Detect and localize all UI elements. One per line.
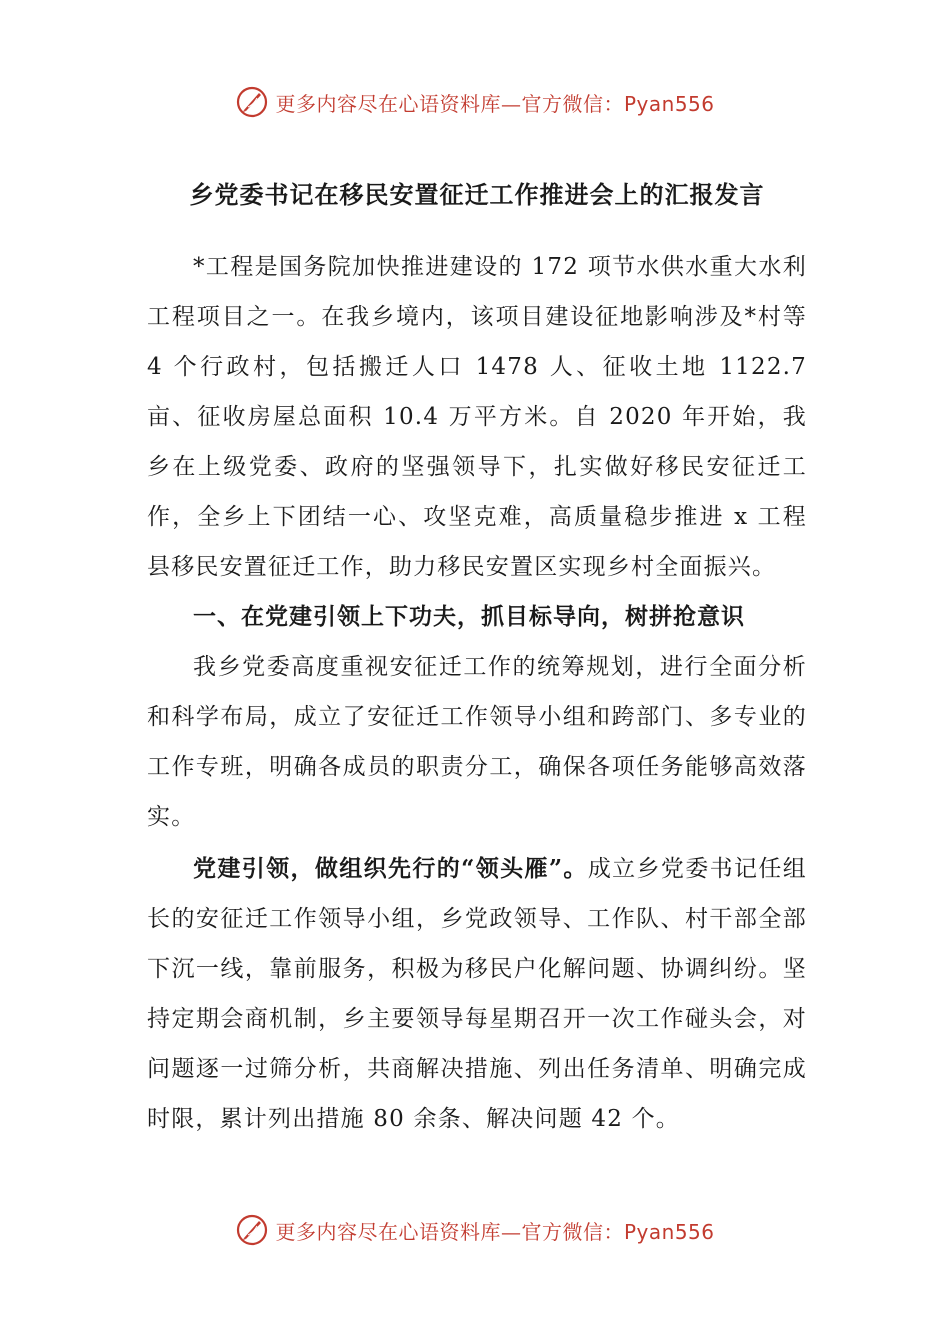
banner-dash: — — [500, 91, 522, 116]
quill-circle-icon — [235, 85, 269, 119]
banner-wechat-id: Pyan556 — [623, 91, 715, 116]
section-1-paragraph: 我乡党委高度重视安征迁工作的统筹规划，进行全面分析和科学布局，成立了安征迁工作领导小组和跨部门、多专业的工作专班，明确各成员的职责分工，确保各项任务能够高效落实。 — [147, 654, 807, 830]
document-title: 乡党委书记在移民安置征迁工作推进会上的汇报发言 — [189, 180, 765, 209]
footer-banner — [0, 1210, 950, 1250]
banner-text — [275, 1216, 714, 1245]
banner-main-text: 更多内容尽在心语资料库 — [275, 1219, 501, 1244]
document-body — [147, 170, 807, 1144]
subsection-1-paragraph — [147, 844, 807, 1144]
quill-circle-icon — [235, 1213, 269, 1247]
banner-wechat-label: 官方微信： — [521, 91, 624, 116]
subsection-1-lead: 党建引领，做组织先行的“领头雁”。 — [193, 855, 588, 882]
intro-paragraph: *工程是国务院加快推进建设的 172 项节水供水重大水利工程项目之一。在我乡境内，该项目建设征地影响涉及*村等 4 个行政村，包括搬迁人口 1478 人、征收土地 1122.7 亩、征收房屋总面积 10.4 万平方米。自 2020 年开始，我乡在上级党委、政府的坚强领导下，扎实做好移民安征迁工作，全乡上下团结一心、攻坚克难，高质量稳步推进 x 工程县移民安置征迁工作，助力移民安置区实现乡村全面振兴。 — [147, 254, 807, 580]
banner-wechat-label: 官方微信： — [521, 1219, 624, 1244]
subsection-1-body: 成立乡党委书记任组长的安征迁工作领导小组，乡党政领导、工作队、村干部全部下沉一线，靠前服务，积极为移民户化解问题、协调纠纷。坚持定期会商机制，乡主要领导每星期召开一次工作碰头会，对问题逐一过筛分析，共商解决措施、列出任务清单、明确完成时限，累计列出措施 80 余条、解决问题 42 个。 — [147, 856, 807, 1132]
banner-main-text: 更多内容尽在心语资料库 — [275, 91, 501, 116]
header-banner — [0, 82, 950, 122]
banner-text — [275, 88, 714, 117]
banner-dash: — — [500, 1219, 522, 1244]
banner-wechat-id: Pyan556 — [623, 1219, 715, 1244]
section-heading-1: 一、在党建引领上下功夫，抓目标导向，树拼抢意识 — [193, 603, 745, 630]
